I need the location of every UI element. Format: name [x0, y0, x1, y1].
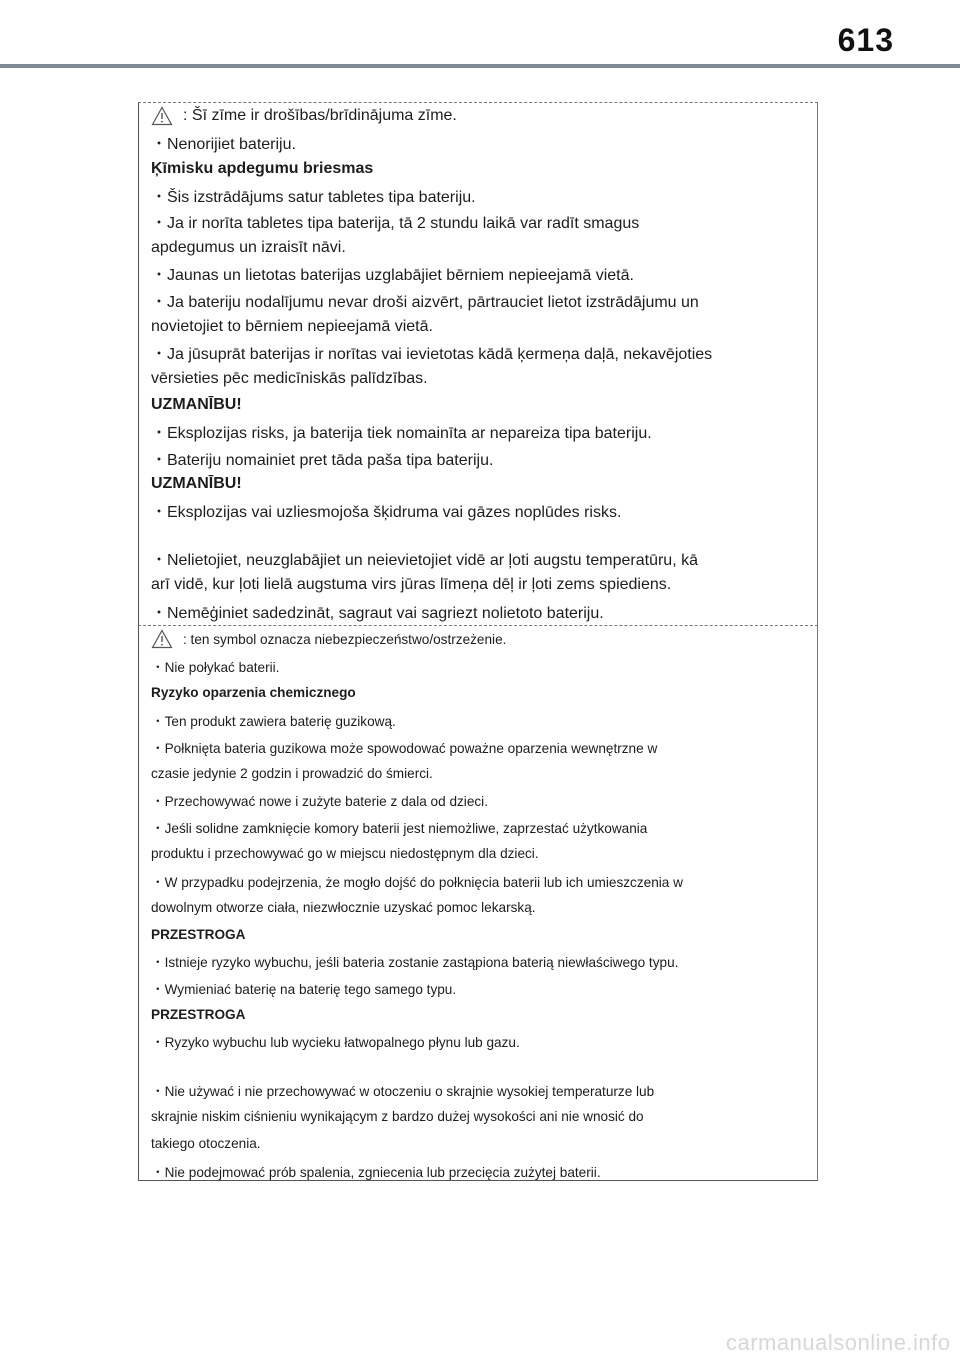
polish-text-line: dowolnym otworze ciała, niezwłocznie uzyskać pomoc lekarską. — [151, 899, 536, 915]
latvian-heading: UZMANĪBU! — [151, 396, 242, 414]
latvian-text-line: vērsieties pēc medicīniskās palīdzības. — [151, 370, 428, 388]
latvian-text-line: ・Jaunas un lietotas baterijas uzglabājiet bērniem nepieejamā vietā. — [151, 267, 634, 285]
latvian-heading: Ķīmisku apdegumu briesmas — [151, 159, 374, 177]
latvian-text-line: ・Ja bateriju nodalījumu nevar droši aizvērt, pārtrauciet lietot izstrādājumu un — [151, 293, 699, 311]
polish-heading: PRZESTROGA — [151, 926, 246, 942]
latvian-text-line: apdegumus un izraisīt nāvi. — [151, 238, 346, 256]
polish-heading: PRZESTROGA — [151, 1007, 246, 1023]
polish-text-line: takiego otoczenia. — [151, 1136, 261, 1152]
latvian-warning-box — [138, 102, 818, 625]
latvian-lines — [151, 103, 811, 625]
polish-text-line: ・W przypadku podejrzenia, że mogło dojść do połknięcia baterii lub ich umieszczenia w — [151, 874, 683, 890]
polish-text-line: ・Wymieniać baterię na baterię tego samego typu. — [151, 981, 457, 997]
polish-text-line: produktu i przechowywać go w miejscu niedostępnym dla dzieci. — [151, 846, 539, 862]
latvian-symbol-note-text: : Šī zīme ir drošības/brīdinājuma zīme. — [183, 107, 457, 125]
warning-triangle-icon — [151, 629, 173, 649]
latvian-text-line: novietojiet to bērniem nepieejamā vietā. — [151, 317, 433, 335]
polish-warning-box — [138, 625, 818, 1181]
latvian-text-line: ・Eksplozijas vai uzliesmojoša šķidruma vai gāzes noplūdes risks. — [151, 504, 622, 522]
polish-spacer — [151, 1055, 811, 1077]
latvian-text-line: ・Ja ir norīta tabletes tipa baterija, tā 2 stundu laikā var radīt smagus — [151, 214, 640, 232]
page-number: 613 — [837, 22, 894, 58]
polish-symbol-note — [151, 626, 811, 653]
latvian-text-line: ・Ja jūsuprāt baterijas ir norītas vai ievietotas kādā ķermeņa daļā, nekavējoties — [151, 346, 713, 364]
polish-text-line: ・Istnieje ryzyko wybuchu, jeśli bateria zostanie zastąpiona baterią niewłaściwego typu. — [151, 954, 679, 970]
latvian-text-line: ・Eksplozijas risks, ja baterija tiek nomainīta ar nepareiza tipa bateriju. — [151, 425, 652, 443]
polish-text-line: ・Przechowywać nowe i zużyte baterie z dala od dzieci. — [151, 794, 488, 810]
latvian-text-line: ・Šis izstrādājums satur tabletes tipa bateriju. — [151, 188, 476, 206]
polish-text-line: ・Nie podejmować prób spalenia, zgniecenia lub przecięcia zużytej baterii. — [151, 1164, 601, 1180]
polish-text-line: skrajnie niskim ciśnieniu wynikającym z bardzo dużej wysokości ani nie wnosić do — [151, 1109, 644, 1125]
polish-lines — [151, 626, 811, 1184]
latvian-text-line: arī vidē, kur ļoti lielā augstuma virs jūras līmeņa dēļ ir ļoti zems spiediens. — [151, 576, 672, 594]
latvian-symbol-note — [151, 103, 811, 129]
latvian-text-line: ・Nelietojiet, neuzglabājiet un neievietojiet vidē ar ļoti augstu temperatūru, kā — [151, 552, 698, 570]
polish-text-line: ・Połknięta bateria guzikowa może spowodować poważne oparzenia wewnętrzne w — [151, 740, 658, 756]
latvian-text-line: ・Nenorijiet bateriju. — [151, 135, 296, 153]
polish-text-line: czasie jedynie 2 godzin i prowadzić do śmierci. — [151, 765, 433, 781]
latvian-heading: UZMANĪBU! — [151, 475, 242, 493]
polish-text-line: ・Jeśli solidne zamknięcie komory baterii jest niemożliwe, zaprzestać użytkowania — [151, 820, 648, 836]
latvian-text-line: ・Nemēģiniet sadedzināt, sagraut vai sagriezt nolietoto bateriju. — [151, 604, 604, 622]
warning-triangle-icon — [151, 106, 173, 126]
footer-watermark: carmanualsonline.info — [726, 1330, 951, 1355]
polish-text-line: ・Ten produkt zawiera baterię guzikową. — [151, 713, 396, 729]
polish-heading: Ryzyko oparzenia chemicznego — [151, 685, 356, 701]
polish-text-line: ・Nie używać i nie przechowywać w otoczeniu o skrajnie wysokiej temperaturze lub — [151, 1084, 655, 1100]
polish-text-line: ・Nie połykać baterii. — [151, 660, 280, 676]
latvian-text-line: ・Bateriju nomainiet pret tāda paša tipa bateriju. — [151, 451, 494, 469]
latvian-spacer — [151, 524, 811, 546]
polish-text-line: ・Ryzyko wybuchu lub wycieku łatwopalnego płynu lub gazu. — [151, 1035, 520, 1051]
polish-symbol-note-text: : ten symbol oznacza niebezpieczeństwo/ostrzeżenie. — [183, 631, 507, 647]
header-rule — [0, 64, 960, 68]
